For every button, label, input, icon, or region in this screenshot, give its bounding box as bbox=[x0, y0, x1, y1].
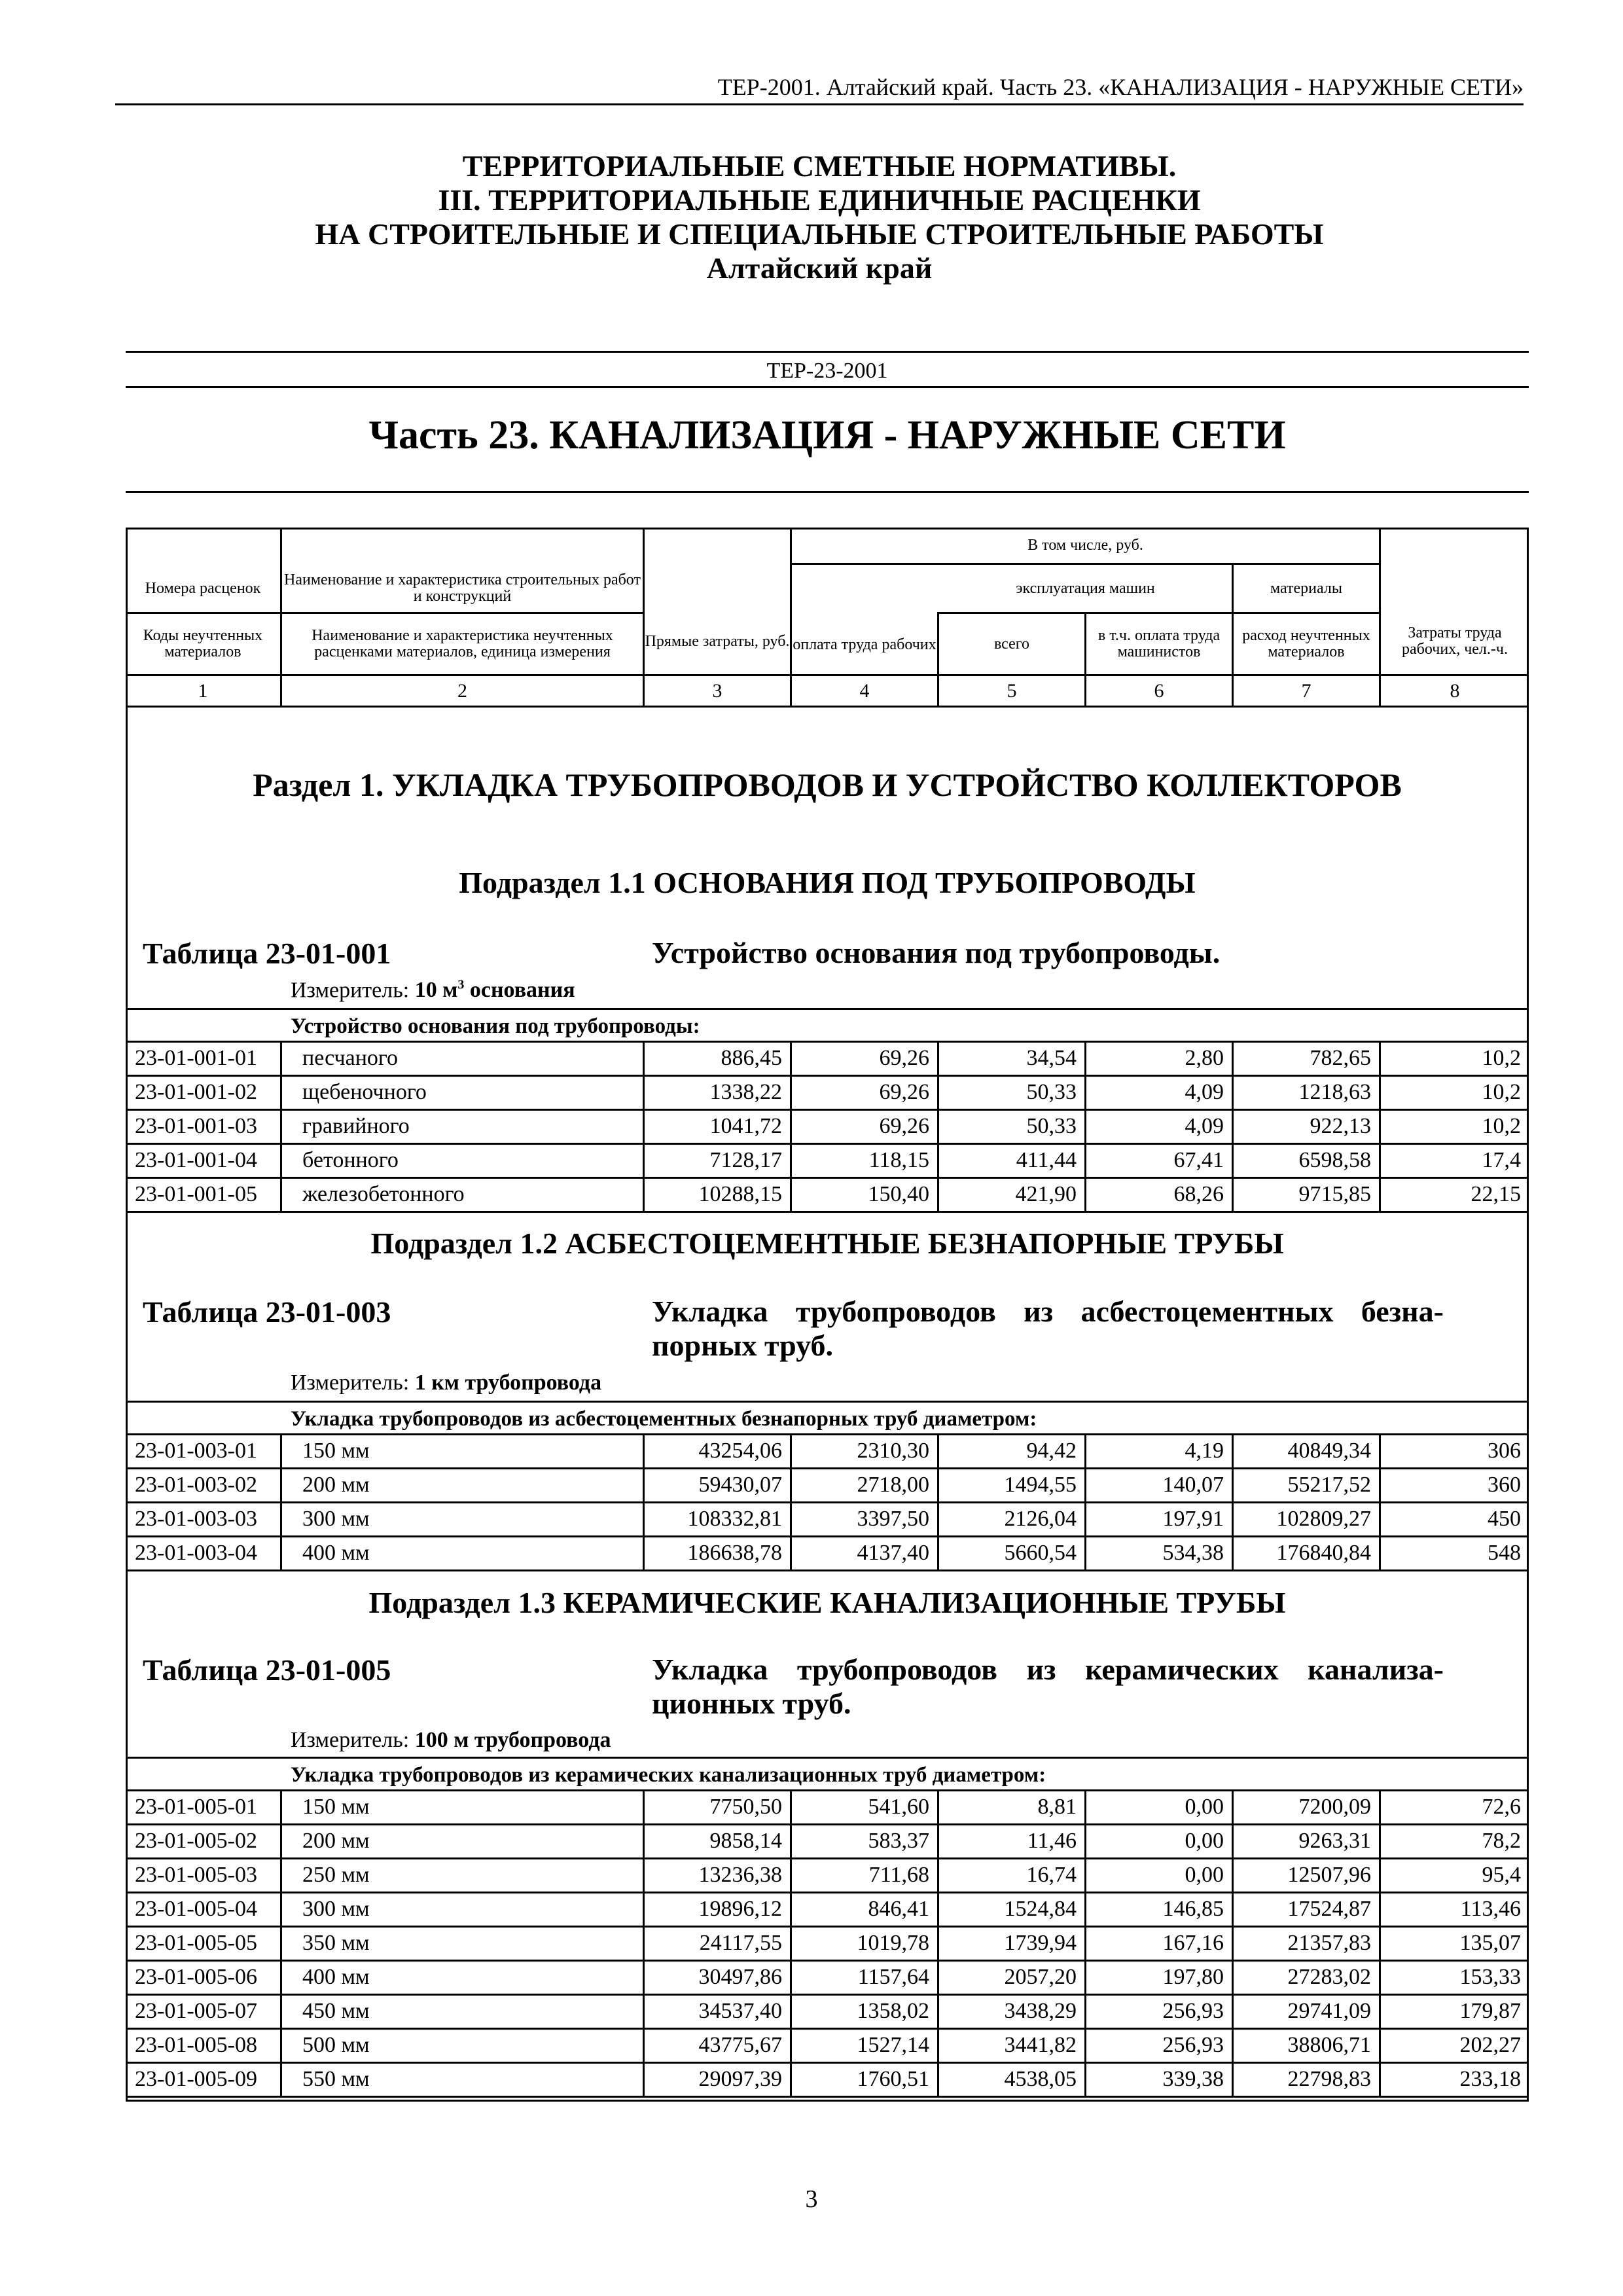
table-label: Таблица 23-01-005 bbox=[143, 1653, 391, 1687]
labor-pay-cell: 541,60 bbox=[868, 1795, 929, 1819]
rate-name: 200 мм bbox=[302, 1473, 370, 1497]
labor-pay-cell: 1527,14 bbox=[857, 2033, 929, 2057]
header-rate-no: Номера расценок bbox=[145, 579, 261, 597]
header-machinist-pay: в т.ч. оплата труда машинистов bbox=[1097, 627, 1221, 660]
rate-name: 400 мм bbox=[302, 1965, 370, 1989]
materials-cell: 17524,87 bbox=[1287, 1897, 1371, 1921]
machines-total-cell: 11,46 bbox=[1027, 1829, 1077, 1853]
header-rate-name: Наименование и характеристика строительных работ и конструкций bbox=[284, 571, 641, 605]
table-row bbox=[126, 1501, 1529, 1535]
direct-cost-cell: 59430,07 bbox=[698, 1473, 782, 1497]
unit-line bbox=[291, 1728, 611, 1753]
rate-code: 23-01-005-07 bbox=[135, 1999, 257, 2023]
rate-code: 23-01-001-02 bbox=[135, 1080, 257, 1104]
part-title: Часть 23. КАНАЛИЗАЦИЯ - НАРУЖНЫЕ СЕТИ bbox=[368, 413, 1286, 457]
materials-cell: 40849,34 bbox=[1287, 1439, 1371, 1463]
rate-name: гравийного bbox=[302, 1114, 410, 1138]
rate-code: 23-01-003-03 bbox=[135, 1507, 257, 1531]
rate-name: железобетонного bbox=[302, 1182, 465, 1206]
labor-pay-cell: 1760,51 bbox=[857, 2067, 929, 2091]
labor-hours-cell: 113,46 bbox=[1460, 1897, 1521, 1921]
unit-value: 10 $м^3$ основания bbox=[414, 978, 575, 1003]
header-machines: эксплуатация машин bbox=[1016, 579, 1155, 597]
materials-cell: 922,13 bbox=[1310, 1114, 1371, 1138]
unit-label: Измеритель: bbox=[291, 1371, 410, 1395]
machines-total-cell: 94,42 bbox=[1026, 1439, 1077, 1463]
machines-total-cell: 411,44 bbox=[1016, 1148, 1077, 1172]
labor-pay-cell: 118,15 bbox=[868, 1148, 929, 1172]
labor-pay-cell: 150,40 bbox=[868, 1182, 929, 1206]
labor-hours-cell: 360 bbox=[1488, 1473, 1521, 1497]
rate-code: 23-01-001-05 bbox=[135, 1182, 257, 1206]
rate-name: 300 мм bbox=[302, 1507, 370, 1531]
header-labor-pay: оплата труда рабочих bbox=[793, 636, 936, 653]
direct-cost-cell: 13236,38 bbox=[698, 1863, 782, 1887]
machinist-pay-cell: 68,26 bbox=[1173, 1182, 1224, 1206]
rate-code: 23-01-003-02 bbox=[135, 1473, 257, 1497]
materials-cell: 12507,96 bbox=[1287, 1863, 1371, 1887]
machines-total-cell: 50,33 bbox=[1026, 1114, 1077, 1138]
title-line: ТЕРРИТОРИАЛЬНЫЕ СМЕТНЫЕ НОРМАТИВЫ. bbox=[462, 149, 1177, 183]
table-row bbox=[126, 1075, 1529, 1109]
direct-cost-cell: 7128,17 bbox=[709, 1148, 782, 1172]
table-row bbox=[126, 1143, 1529, 1177]
machinist-pay-cell: 197,80 bbox=[1162, 1965, 1224, 1989]
machinist-pay-cell: 256,93 bbox=[1162, 2033, 1224, 2057]
col-divider bbox=[790, 1433, 792, 1570]
direct-cost-cell: 24117,55 bbox=[699, 1931, 782, 1955]
materials-cell: 9263,31 bbox=[1298, 1829, 1371, 1853]
direct-cost-cell: 30497,86 bbox=[698, 1965, 782, 1989]
unit-line bbox=[291, 1371, 601, 1395]
rate-name: 550 мм bbox=[302, 2067, 370, 2091]
labor-hours-cell: 17,4 bbox=[1482, 1148, 1521, 1172]
col-divider bbox=[790, 1041, 792, 1211]
machines-total-cell: 1494,55 bbox=[1004, 1473, 1077, 1497]
rate-code: 23-01-001-01 bbox=[135, 1046, 257, 1070]
materials-cell: 27283,02 bbox=[1287, 1965, 1371, 1989]
unit-label: Измеритель: bbox=[291, 978, 410, 1003]
rate-name: 150 мм bbox=[302, 1439, 370, 1463]
materials-cell: 22798,83 bbox=[1287, 2067, 1371, 2091]
row-divider bbox=[126, 706, 1529, 708]
subsection-title: Подраздел 1.3 КЕРАМИЧЕСКИЕ КАНАЛИЗАЦИОННЫЕ ТРУБЫ bbox=[368, 1586, 1286, 1619]
machinist-pay-cell: 2,80 bbox=[1185, 1046, 1224, 1070]
machines-total-cell: 50,33 bbox=[1026, 1080, 1077, 1104]
materials-cell: 7200,09 bbox=[1298, 1795, 1371, 1819]
table-row bbox=[126, 2028, 1529, 2062]
labor-hours-cell: 72,6 bbox=[1482, 1795, 1521, 1819]
rate-name: 250 мм bbox=[302, 1863, 370, 1887]
col-divider bbox=[1379, 1433, 1381, 1570]
direct-cost-cell: 43775,67 bbox=[698, 2033, 782, 2057]
unit-value: 100 м трубопровода bbox=[414, 1728, 611, 1752]
col-divider bbox=[1232, 1789, 1234, 2096]
labor-hours-cell: 202,27 bbox=[1459, 2033, 1521, 2057]
col-divider bbox=[1084, 1433, 1086, 1570]
rate-code: 23-01-005-03 bbox=[135, 1863, 257, 1887]
machines-total-cell: 34,54 bbox=[1026, 1046, 1077, 1070]
subsection-title: Подраздел 1.2 АСБЕСТОЦЕМЕНТНЫЕ БЕЗНАПОРНЫЕ ТРУБЫ bbox=[370, 1227, 1284, 1260]
col-divider bbox=[937, 1041, 939, 1211]
labor-pay-cell: 1358,02 bbox=[857, 1999, 929, 2023]
rate-name: 450 мм bbox=[302, 1999, 370, 2023]
rate-name: 150 мм bbox=[302, 1795, 370, 1819]
table-label: Таблица 23-01-003 bbox=[143, 1295, 391, 1329]
col-number: 6 bbox=[1154, 680, 1164, 702]
header-including: В том числе, руб. bbox=[1027, 536, 1143, 554]
rate-code: 23-01-005-08 bbox=[135, 2033, 257, 2057]
machines-total-cell: 16,74 bbox=[1026, 1863, 1077, 1887]
rate-name: 300 мм bbox=[302, 1897, 370, 1921]
rate-code: 23-01-003-04 bbox=[135, 1541, 257, 1565]
row-divider bbox=[126, 1211, 1529, 1213]
machines-total-cell: 2057,20 bbox=[1004, 1965, 1077, 1989]
machinist-pay-cell: 146,85 bbox=[1162, 1897, 1224, 1921]
page-number: 3 bbox=[805, 2185, 818, 2213]
labor-pay-cell: 3397,50 bbox=[857, 1507, 929, 1531]
group-heading: Укладка трубопроводов из керамических канализационных труб диаметром: bbox=[291, 1763, 1046, 1787]
col-number: 2 bbox=[457, 680, 467, 702]
unit-line bbox=[291, 978, 575, 1003]
table-title: Укладка трубопроводов из керамических канализа-ционных труб. bbox=[652, 1653, 1444, 1720]
rate-name: 350 мм bbox=[302, 1931, 370, 1955]
direct-cost-cell: 29097,39 bbox=[698, 2067, 782, 2091]
col-divider bbox=[1232, 1433, 1234, 1570]
col-number: 3 bbox=[712, 680, 722, 702]
rate-code: 23-01-005-04 bbox=[135, 1897, 257, 1921]
table-row bbox=[126, 1177, 1529, 1211]
machinist-pay-cell: 0,00 bbox=[1185, 1863, 1224, 1887]
machinist-pay-cell: 256,93 bbox=[1162, 1999, 1224, 2023]
machinist-pay-cell: 534,38 bbox=[1162, 1541, 1224, 1565]
machinist-pay-cell: 0,00 bbox=[1185, 1829, 1224, 1853]
machinist-pay-cell: 67,41 bbox=[1173, 1148, 1224, 1172]
materials-cell: 29741,09 bbox=[1287, 1999, 1371, 2023]
table-title: Укладка трубопроводов из асбестоцементных безна-порных труб. bbox=[652, 1295, 1444, 1362]
machinist-pay-cell: 140,07 bbox=[1162, 1473, 1224, 1497]
rate-name: песчаного bbox=[302, 1046, 399, 1070]
rate-name: 500 мм bbox=[302, 2033, 370, 2057]
labor-hours-cell: 22,15 bbox=[1471, 1182, 1521, 1206]
header-material-name: Наименование и характеристика неучтенных расценками материалов, единица измерения bbox=[312, 627, 613, 660]
machines-total-cell: 1739,94 bbox=[1004, 1931, 1077, 1955]
labor-hours-cell: 10,2 bbox=[1482, 1080, 1521, 1104]
direct-cost-cell: 7750,50 bbox=[709, 1795, 782, 1819]
table-title: Устройство основания под трубопроводы. bbox=[652, 936, 1221, 969]
col-divider bbox=[937, 1789, 939, 2096]
title-line: НА СТРОИТЕЛЬНЫЕ И СПЕЦИАЛЬНЫЕ СТРОИТЕЛЬНЫЕ РАБОТЫ bbox=[315, 217, 1324, 251]
col-number: 8 bbox=[1450, 680, 1460, 702]
row-divider bbox=[126, 2096, 1529, 2098]
running-head: ТЕР-2001. Алтайский край. Часть 23. «КАНАЛИЗАЦИЯ - НАРУЖНЫЕ СЕТИ» bbox=[717, 74, 1524, 100]
col-divider bbox=[1084, 1041, 1086, 1211]
labor-hours-cell: 306 bbox=[1488, 1439, 1521, 1463]
col-number: 7 bbox=[1301, 680, 1311, 702]
header-rule bbox=[115, 103, 1524, 105]
machinist-pay-cell: 4,19 bbox=[1185, 1439, 1224, 1463]
labor-pay-cell: 4137,40 bbox=[857, 1541, 929, 1565]
col-divider bbox=[1232, 1041, 1234, 1211]
direct-cost-cell: 9858,14 bbox=[709, 1829, 782, 1853]
row-divider bbox=[126, 1570, 1529, 1571]
document-title bbox=[115, 149, 1524, 285]
rate-code: 23-01-005-09 bbox=[135, 2067, 257, 2091]
machines-total-cell: 4538,05 bbox=[1004, 2067, 1077, 2091]
materials-cell: 38806,71 bbox=[1287, 2033, 1371, 2057]
direct-cost-cell: 1041,72 bbox=[709, 1114, 782, 1138]
labor-pay-cell: 2718,00 bbox=[857, 1473, 929, 1497]
table-row bbox=[126, 1994, 1529, 2028]
doc-code: ТЕР-23-2001 bbox=[766, 359, 888, 383]
labor-hours-cell: 450 bbox=[1488, 1507, 1521, 1531]
labor-hours-cell: 10,2 bbox=[1482, 1114, 1521, 1138]
col-number: 4 bbox=[859, 680, 870, 702]
table-row bbox=[126, 1789, 1529, 1823]
table-row bbox=[126, 1041, 1529, 1075]
materials-cell: 21357,83 bbox=[1287, 1931, 1371, 1955]
title-line: III. ТЕРРИТОРИАЛЬНЫЕ ЕДИНИЧНЫЕ РАСЦЕНКИ bbox=[438, 183, 1201, 217]
materials-cell: 102809,27 bbox=[1276, 1507, 1371, 1531]
rate-code: 23-01-005-02 bbox=[135, 1829, 257, 1853]
rule bbox=[126, 386, 1529, 388]
labor-hours-cell: 179,87 bbox=[1459, 1999, 1521, 2023]
col-divider bbox=[790, 1789, 792, 2096]
table-row bbox=[126, 1535, 1529, 1570]
table-row bbox=[126, 1433, 1529, 1467]
labor-pay-cell: 1019,78 bbox=[857, 1931, 929, 1955]
table-row bbox=[126, 1926, 1529, 1960]
table-row bbox=[126, 1892, 1529, 1926]
table-row bbox=[126, 1823, 1529, 1857]
header-total: всего bbox=[993, 635, 1030, 653]
col-divider bbox=[280, 1041, 282, 1211]
machines-total-cell: 421,90 bbox=[1015, 1182, 1077, 1206]
labor-pay-cell: 846,41 bbox=[868, 1897, 929, 1921]
rate-code: 23-01-005-05 bbox=[135, 1931, 257, 1955]
labor-hours-cell: 548 bbox=[1488, 1541, 1521, 1565]
machines-total-cell: 3441,82 bbox=[1004, 2033, 1077, 2057]
rate-code: 23-01-001-03 bbox=[135, 1114, 257, 1138]
group-heading: Устройство основания под трубопроводы: bbox=[291, 1014, 700, 1038]
rate-name: 200 мм bbox=[302, 1829, 370, 1853]
rate-name: щебеночного bbox=[302, 1080, 427, 1104]
machines-total-cell: 2126,04 bbox=[1004, 1507, 1077, 1531]
labor-hours-cell: 95,4 bbox=[1482, 1863, 1521, 1887]
direct-cost-cell: 1338,22 bbox=[709, 1080, 782, 1104]
labor-pay-cell: 1157,64 bbox=[857, 1965, 929, 1989]
rate-code: 23-01-001-04 bbox=[135, 1148, 257, 1172]
materials-cell: 6598,58 bbox=[1298, 1148, 1371, 1172]
col-divider bbox=[280, 1789, 282, 2096]
direct-cost-cell: 10288,15 bbox=[698, 1182, 782, 1206]
rule bbox=[126, 351, 1529, 353]
machines-total-cell: 1524,84 bbox=[1004, 1897, 1077, 1921]
row-divider bbox=[126, 1008, 1529, 1010]
labor-hours-cell: 233,18 bbox=[1459, 2067, 1521, 2091]
labor-pay-cell: 583,37 bbox=[868, 1829, 929, 1853]
header-codes: Коды неучтенных материалов bbox=[143, 627, 263, 660]
col-divider bbox=[1379, 1789, 1381, 2096]
table-row bbox=[126, 1467, 1529, 1501]
labor-hours-cell: 153,33 bbox=[1459, 1965, 1521, 1989]
row-divider bbox=[126, 1757, 1529, 1759]
labor-pay-cell: 2310,30 bbox=[857, 1439, 929, 1463]
machinist-pay-cell: 4,09 bbox=[1185, 1114, 1224, 1138]
labor-hours-cell: 78,2 bbox=[1482, 1829, 1521, 1853]
table-row bbox=[126, 1109, 1529, 1143]
direct-cost-cell: 186638,78 bbox=[687, 1541, 782, 1565]
materials-cell: 176840,84 bbox=[1276, 1541, 1371, 1565]
header-mat-consumption: расход неучтенных материалов bbox=[1242, 627, 1370, 660]
header-direct: Прямые затраты, руб. bbox=[645, 632, 790, 650]
section-title: Раздел 1. УКЛАДКА ТРУБОПРОВОДОВ И УСТРОЙСТВО КОЛЛЕКТОРОВ bbox=[253, 766, 1402, 803]
rule bbox=[126, 491, 1529, 493]
col-number: 5 bbox=[1007, 680, 1017, 702]
col-number: 1 bbox=[198, 680, 208, 702]
machinist-pay-cell: 4,09 bbox=[1185, 1080, 1224, 1104]
header-materials: материалы bbox=[1270, 579, 1342, 597]
col-divider bbox=[937, 1433, 939, 1570]
labor-pay-cell: 69,26 bbox=[879, 1046, 929, 1070]
subsection-title: Подраздел 1.1 ОСНОВАНИЯ ПОД ТРУБОПРОВОДЫ bbox=[459, 866, 1196, 899]
labor-pay-cell: 69,26 bbox=[879, 1080, 929, 1104]
direct-cost-cell: 19896,12 bbox=[698, 1897, 782, 1921]
machines-total-cell: 3438,29 bbox=[1004, 1999, 1077, 2023]
rate-name: бетонного bbox=[302, 1148, 399, 1172]
header-labor-cost: Затраты труда рабочих, чел.-ч. bbox=[1402, 624, 1508, 658]
col-divider bbox=[1084, 1789, 1086, 2096]
col-divider bbox=[643, 1789, 645, 2096]
direct-cost-cell: 34537,40 bbox=[698, 1999, 782, 2023]
machinist-pay-cell: 167,16 bbox=[1162, 1931, 1224, 1955]
row-divider bbox=[126, 1401, 1529, 1403]
unit-label: Измеритель: bbox=[291, 1728, 410, 1752]
table-row bbox=[126, 2062, 1529, 2096]
labor-pay-cell: 711,68 bbox=[868, 1863, 929, 1887]
materials-cell: 782,65 bbox=[1310, 1046, 1371, 1070]
materials-cell: 1218,63 bbox=[1298, 1080, 1371, 1104]
labor-pay-cell: 69,26 bbox=[879, 1114, 929, 1138]
machinist-pay-cell: 0,00 bbox=[1185, 1795, 1224, 1819]
table-row bbox=[126, 1857, 1529, 1892]
labor-hours-cell: 135,07 bbox=[1459, 1931, 1521, 1955]
unit-value: 1 км трубопровода bbox=[414, 1371, 602, 1395]
machines-total-cell: 8,81 bbox=[1037, 1795, 1077, 1819]
direct-cost-cell: 886,45 bbox=[721, 1046, 782, 1070]
rate-code: 23-01-005-01 bbox=[135, 1795, 257, 1819]
table-row bbox=[126, 1960, 1529, 1994]
machinist-pay-cell: 339,38 bbox=[1162, 2067, 1224, 2091]
labor-hours-cell: 10,2 bbox=[1482, 1046, 1521, 1070]
title-line: Алтайский край bbox=[706, 251, 933, 285]
col-divider bbox=[280, 1433, 282, 1570]
machines-total-cell: 5660,54 bbox=[1004, 1541, 1077, 1565]
direct-cost-cell: 108332,81 bbox=[687, 1507, 782, 1531]
rate-code: 23-01-005-06 bbox=[135, 1965, 257, 1989]
rate-code: 23-01-003-01 bbox=[135, 1439, 257, 1463]
table-label: Таблица 23-01-001 bbox=[143, 937, 391, 970]
materials-cell: 55217,52 bbox=[1287, 1473, 1371, 1497]
materials-cell: 9715,85 bbox=[1298, 1182, 1371, 1206]
col-divider bbox=[1379, 1041, 1381, 1211]
rate-name: 400 мм bbox=[302, 1541, 370, 1565]
group-heading: Укладка трубопроводов из асбестоцементных безнапорных труб диаметром: bbox=[291, 1407, 1037, 1431]
direct-cost-cell: 43254,06 bbox=[698, 1439, 782, 1463]
machinist-pay-cell: 197,91 bbox=[1162, 1507, 1224, 1531]
col-divider bbox=[643, 1041, 645, 1211]
col-divider bbox=[643, 1433, 645, 1570]
